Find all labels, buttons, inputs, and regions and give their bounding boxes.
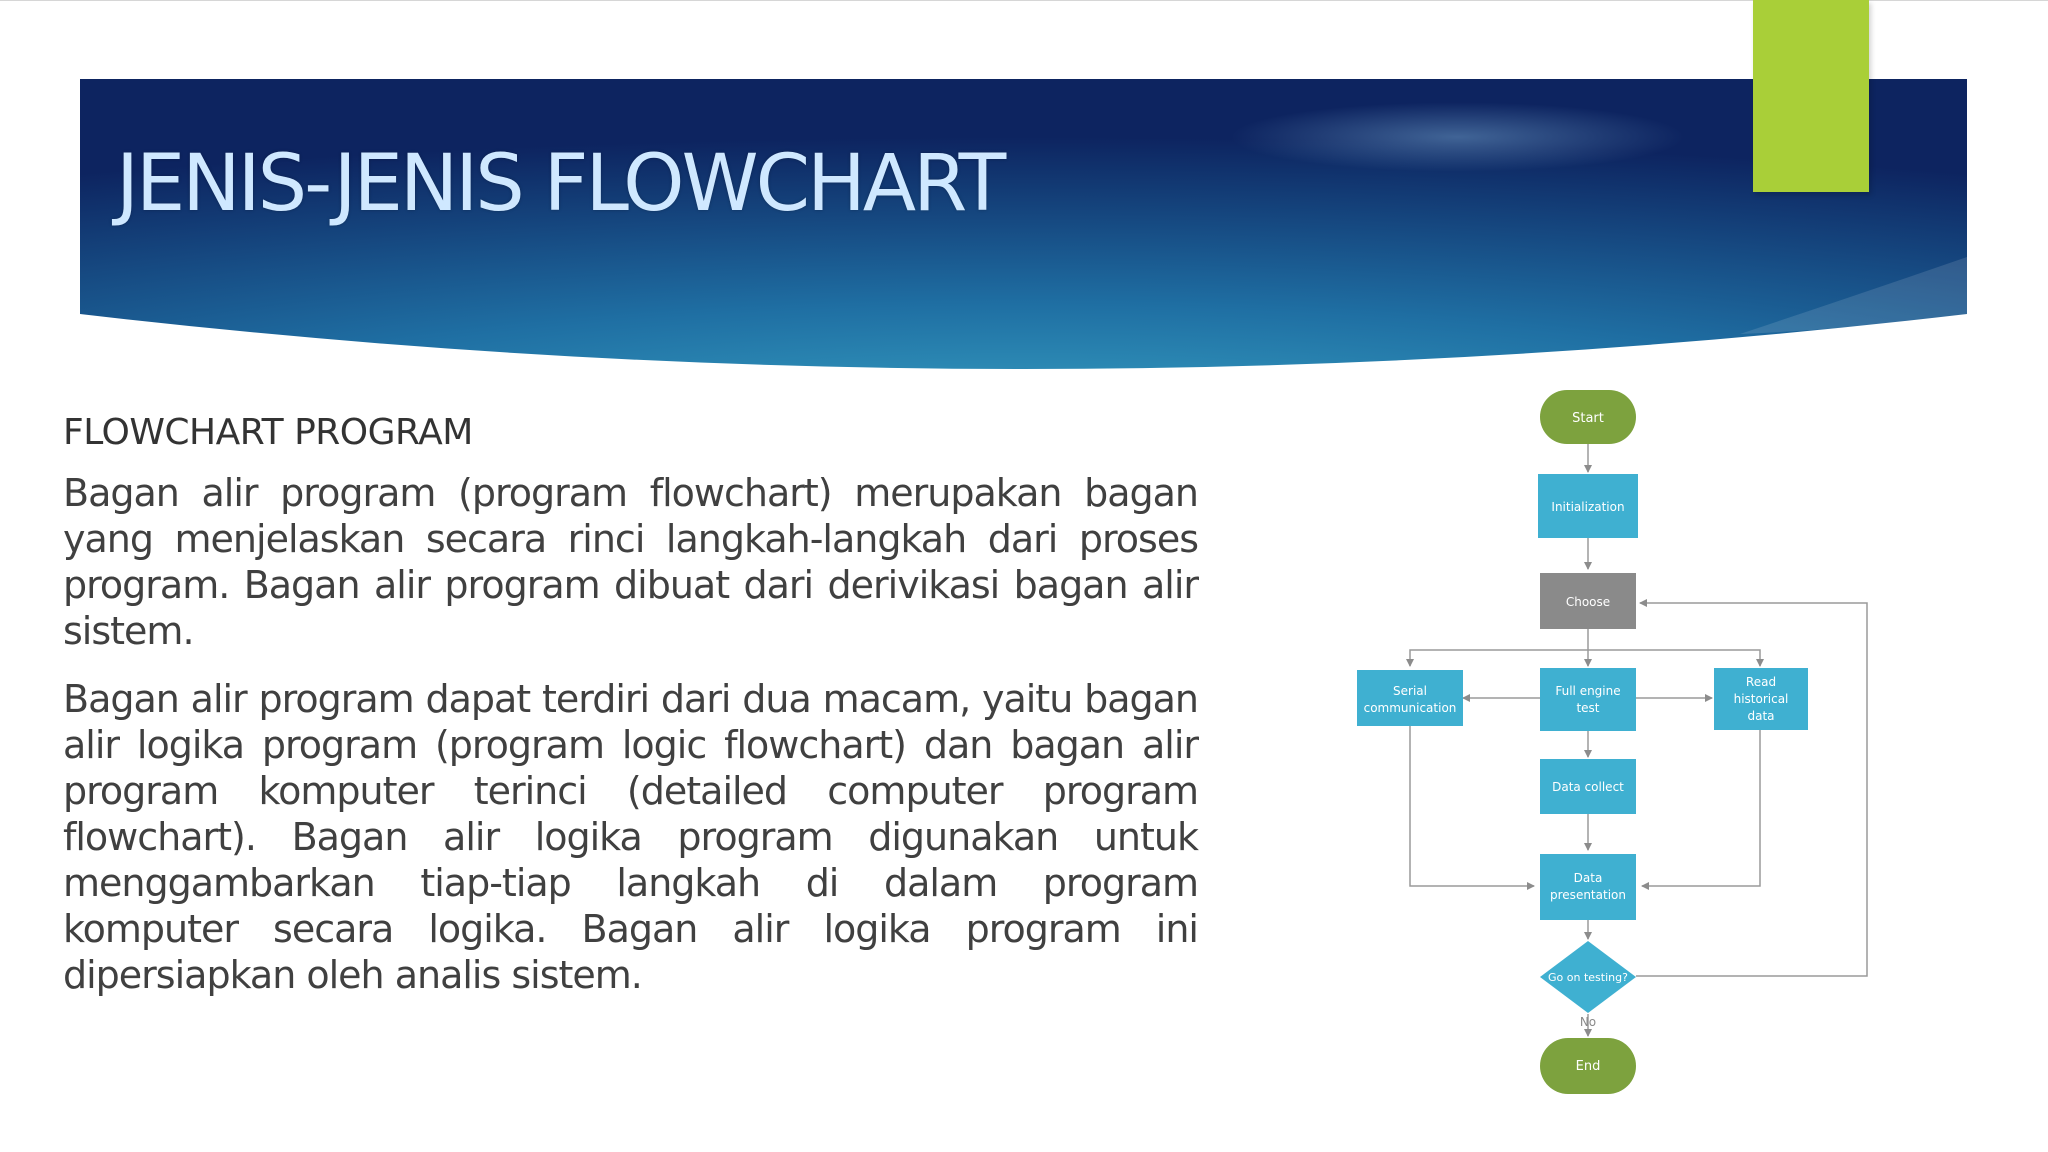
serial-label-line1: Serial [1393,684,1427,698]
read-label-line2: historical [1733,692,1789,706]
section-heading: FLOWCHART PROGRAM [63,412,473,453]
full-engine-label-line2: test [1576,701,1600,715]
no-label: No [1579,1015,1597,1029]
paragraph-1: Bagan alir program (program flowchart) merupakan bagan yang menjelaskan secara rinci langkah-langkah dari proses program. Bagan alir program dibuat dari derivikasi bagan alir sistem. [63,471,1198,653]
connector-choose-read [1588,650,1760,666]
decision-label: Go on testing? [1548,971,1628,984]
end-label: End [1575,1059,1601,1074]
read-label-line3: data [1747,709,1775,723]
data-presentation-label-line2: presentation [1550,888,1626,902]
flowchart-diagram [1350,384,1880,1094]
content-area [63,408,1198,1020]
serial-communication-node [1357,670,1463,726]
initialization-label: Initialization [1551,500,1625,514]
flowchart-connectors [1410,444,1867,1036]
accent-tab [1753,0,1869,192]
data-presentation-node [1540,854,1636,920]
serial-label-line2: communication [1363,701,1457,715]
full-engine-label-line1: Full engine [1555,684,1621,698]
slide-title: JENIS-JENIS FLOWCHART [116,139,1004,229]
connector-decision-loop [1636,603,1867,976]
data-collect-label: Data collect [1552,780,1624,794]
connector-choose-serial [1410,650,1588,666]
start-label: Start [1572,411,1604,426]
data-presentation-label-line1: Data [1573,871,1603,885]
paragraph-2: Bagan alir program dapat terdiri dari dua macam, yaitu bagan alir logika program (program logic flowchart) dan bagan alir program komputer terinci (detailed computer program flowchart). Bagan alir logika program digunakan untuk menggambarkan tiap-tiap langkah di dalam program komputer secara logika. Bagan alir logika program ini dipersiapkan oleh analis sistem. [63,677,1198,997]
choose-label: Choose [1565,595,1611,609]
read-label-line1: Read [1745,675,1777,689]
connector-serial-present [1410,726,1534,886]
full-engine-test-node [1540,668,1636,731]
connector-read-present [1642,730,1760,886]
top-divider [0,0,2048,1]
